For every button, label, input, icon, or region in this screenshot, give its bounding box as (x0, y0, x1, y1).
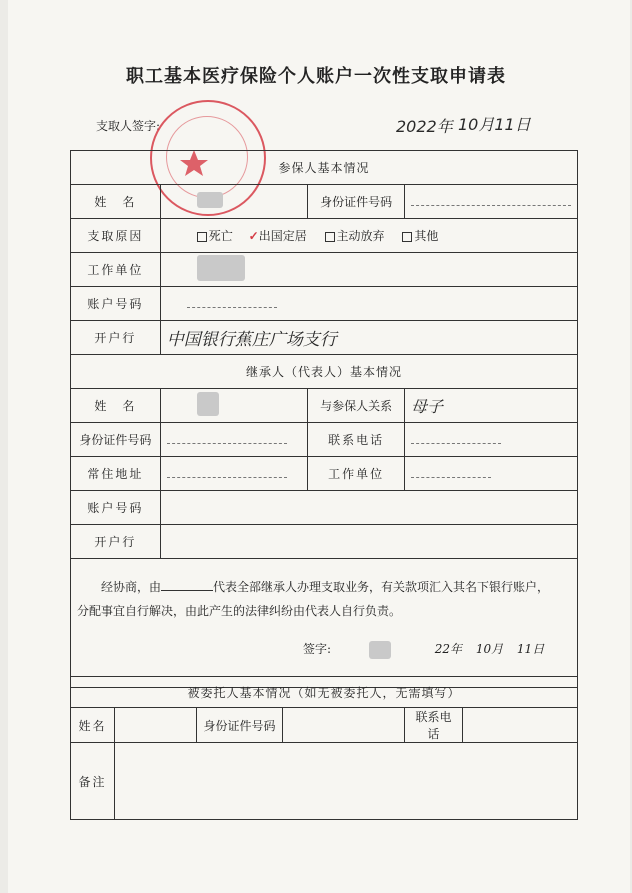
redacted-scribble (411, 471, 491, 478)
remarks-label: 备注 (71, 743, 115, 820)
application-form-table (70, 150, 578, 688)
insured-bank-value (160, 321, 577, 355)
heir-section-title: 继承人（代表人）基本情况 (71, 355, 578, 389)
heir-address-value (160, 457, 307, 491)
insured-section-title: 参保人基本情况 (71, 151, 578, 185)
relation-handwritten-text: 母子 (411, 397, 444, 416)
reason-option-waive[interactable] (325, 229, 385, 243)
trustee-section-title: 被委托人基本情况（如无被委托人，无需填写） (71, 677, 578, 708)
trustee-phone-value (463, 708, 578, 743)
trustee-table (70, 676, 578, 820)
remarks-value (115, 743, 578, 820)
heir-bank-label: 开户行 (71, 525, 161, 559)
insured-name-label: 姓 名 (71, 185, 161, 219)
reason-option-label: 主动放弃 (336, 229, 385, 243)
reason-option-other[interactable] (402, 229, 438, 243)
statement-sign-row (77, 637, 571, 661)
statement-line-1 (77, 575, 571, 599)
trustee-id-value (283, 708, 405, 743)
reason-label: 支取原因 (71, 219, 161, 253)
redacted-scribble (411, 199, 571, 206)
statement-date-year: 22年 (434, 642, 462, 656)
header-date-year: 2022年 (396, 117, 453, 136)
heir-id-value (160, 423, 307, 457)
insured-id-label: 身份证件号码 (308, 185, 405, 219)
checkbox-icon[interactable] (197, 232, 207, 242)
redacted-scribble (411, 437, 501, 444)
reason-options (160, 219, 577, 253)
insured-employer-label: 工作单位 (71, 253, 161, 287)
statement-text-b: 代表全部继承人办理支取业务，有关款项汇入其名下银行账户， (213, 580, 550, 594)
redacted-scribble (167, 437, 287, 444)
redacted-block (197, 255, 245, 281)
statement-line-2: 分配事宜自行解决，由此产生的法律纠纷由代表人自行负责。 (77, 604, 402, 618)
insured-employer-value (160, 253, 577, 287)
form-title: 职工基本医疗保险个人账户一次性支取申请表 (126, 66, 506, 87)
checkmark-icon: ✓ (248, 229, 259, 243)
heir-account-label: 账户号码 (71, 491, 161, 525)
heir-relation-label: 与参保人关系 (308, 389, 405, 423)
reason-option-death[interactable] (197, 229, 233, 243)
redacted-scribble (187, 301, 277, 308)
heir-name-value (160, 389, 307, 423)
heir-employer-value (405, 457, 578, 491)
heir-phone-value (405, 423, 578, 457)
trustee-phone-label: 联系电话 (405, 708, 463, 743)
heir-phone-label: 联系电话 (308, 423, 405, 457)
trustee-id-label: 身份证件号码 (197, 708, 283, 743)
statement-cell (71, 559, 578, 688)
reason-option-emigrate[interactable] (249, 229, 307, 243)
redacted-block (369, 641, 391, 659)
header-date-month-day: 10月11日 (458, 115, 531, 134)
redacted-scribble (167, 471, 287, 478)
heir-address-label: 常住地址 (71, 457, 161, 491)
reason-option-label: 出国定居 (258, 229, 307, 243)
insured-account-value (160, 287, 577, 321)
heir-id-label: 身份证件号码 (71, 423, 161, 457)
statement-sign-label: 签字: (303, 642, 332, 656)
insured-name-value (160, 185, 307, 219)
heir-relation-value (405, 389, 578, 423)
statement-date-month: 10月 (475, 642, 504, 656)
checkbox-icon[interactable] (325, 232, 335, 242)
representative-blank (161, 590, 213, 591)
insured-account-label: 账户号码 (71, 287, 161, 321)
applicant-sign-label: 支取人签字: (96, 119, 161, 133)
redacted-block (197, 392, 219, 416)
reason-option-label: 死亡 (208, 229, 233, 243)
heir-account-value (160, 491, 577, 525)
insured-id-value (405, 185, 578, 219)
checkbox-icon[interactable] (402, 232, 412, 242)
heir-employer-label: 工作单位 (308, 457, 405, 491)
bank-handwritten-text: 中国银行蕉庄广场支行 (166, 330, 337, 350)
heir-bank-value (160, 525, 577, 559)
statement-text-a: 经协商，由 (101, 580, 162, 594)
insured-bank-label: 开户行 (71, 321, 161, 355)
redacted-block (197, 192, 223, 208)
trustee-name-value (115, 708, 197, 743)
heir-name-label: 姓 名 (71, 389, 161, 423)
trustee-name-label: 姓名 (71, 708, 115, 743)
reason-option-label: 其他 (414, 229, 439, 243)
statement-date-day: 11日 (516, 642, 545, 656)
